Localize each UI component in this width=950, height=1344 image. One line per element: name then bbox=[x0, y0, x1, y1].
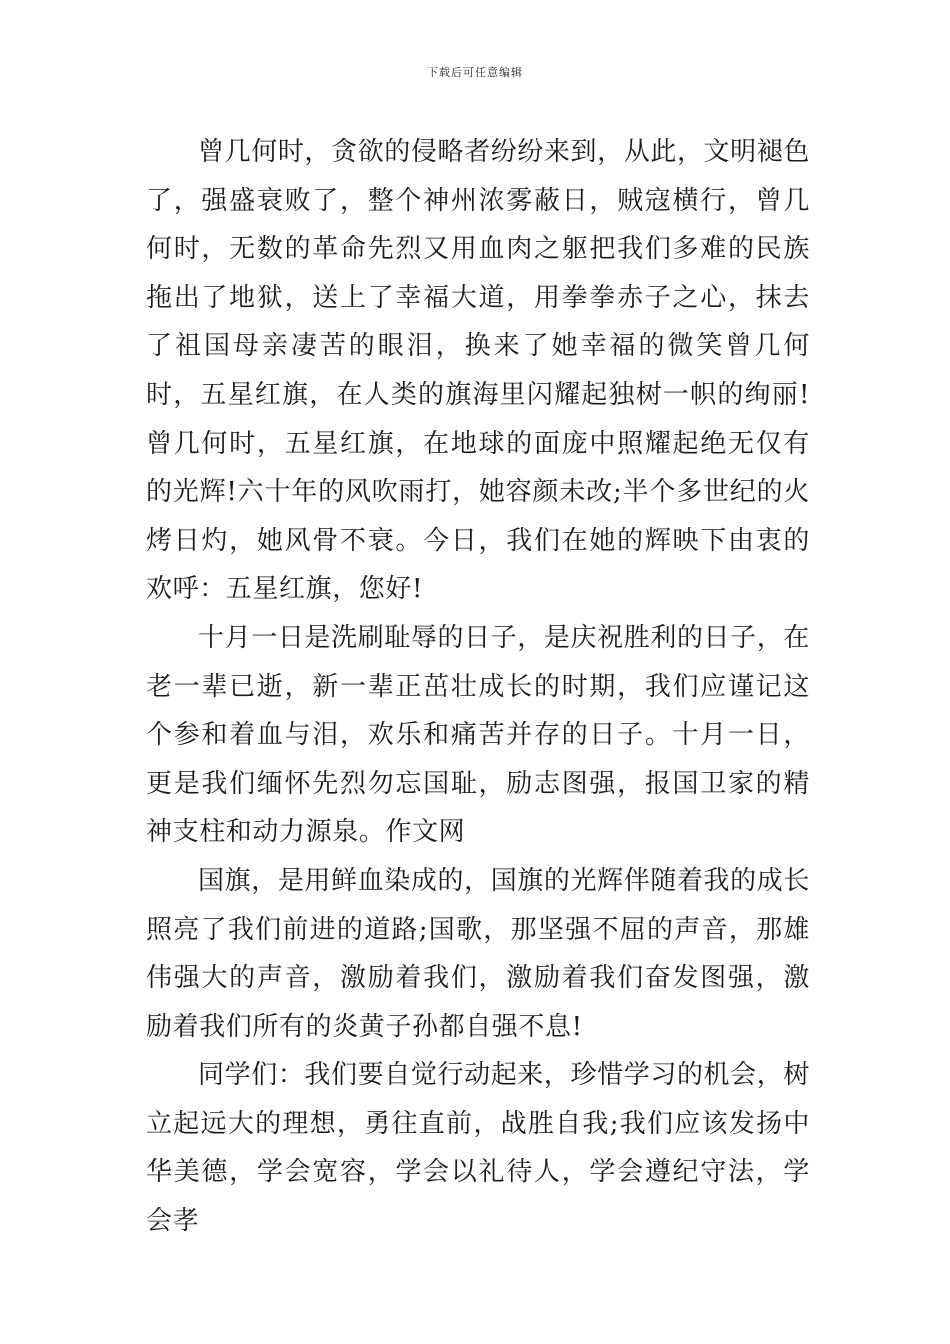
document-body bbox=[146, 128, 810, 1246]
page-header: 下载后可任意编辑 bbox=[427, 66, 523, 79]
paragraph-2: 十月一日是洗刷耻辱的日子，是庆祝胜利的日子，在老一辈已逝，新一辈正茁壮成长的时期，我们应谨记这个参和着血与泪，欢乐和痛苦并存的日子。十月一日，更是我们缅怀先烈勿忘国耻，励志图强，报国卫家的精神支柱和动力源泉。作文网 bbox=[146, 622, 810, 848]
paragraph-1: 曾几何时，贪欲的侵略者纷纷来到，从此，文明褪色了，强盛衰败了，整个神州浓雾蔽日，贼寇横行，曾几何时，无数的革命先烈又用血肉之躯把我们多难的民族拖出了地狱，送上了幸福大道，用拳拳赤子之心，抹去了祖国母亲凄苦的眼泪，换来了她幸福的微笑曾几何时，五星红旗，在人类的旗海里闪耀起独树一帜的绚丽!曾几何时，五星红旗，在地球的面庞中照耀起绝无仅有的光辉!六十年的风吹雨打，她容颜未改;半个多世纪的火烤日灼，她风骨不衰。今日，我们在她的辉映下由衷的欢呼：五星红旗，您好! bbox=[146, 137, 810, 605]
paragraph-4: 同学们：我们要自觉行动起来，珍惜学习的机会，树立起远大的理想，勇往直前，战胜自我;我们应该发扬中华美德，学会宽容，学会以礼待人，学会遵纪守法，学会孝 bbox=[146, 1060, 810, 1237]
paragraph-3: 国旗，是用鲜血染成的，国旗的光辉伴随着我的成长照亮了我们前进的道路;国歌，那坚强不屈的声音，那雄伟强大的声音，激励着我们，激励着我们奋发图强，激励着我们所有的炎黄子孙都自强不息! bbox=[146, 865, 810, 1042]
